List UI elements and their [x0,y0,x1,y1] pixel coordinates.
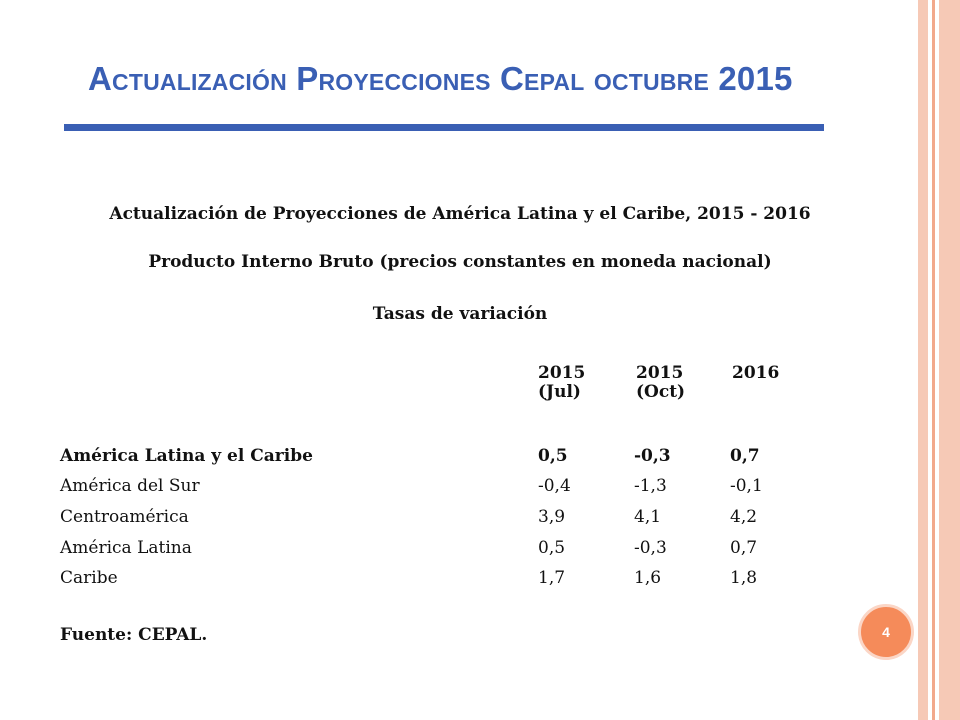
table-row [60,507,820,537]
row-value: -0,3 [634,538,667,558]
row-value: -0,3 [634,446,671,466]
row-value: 0,5 [538,538,566,558]
row-value: 4,2 [730,507,758,527]
slide-title: Actualización Proyecciones Cepal octubre 2015 [88,60,793,97]
row-label: América Latina [60,538,192,558]
column-year: 2015 [636,363,684,383]
row-value: -0,4 [538,476,571,496]
column-header [636,364,685,402]
table-title: Actualización de Proyecciones de América Latina y el Caribe, 2015 - 2016 [109,204,811,224]
row-label: Centroamérica [60,507,189,527]
column-header [732,364,779,383]
row-value: -0,1 [730,476,763,496]
row-value: 4,1 [634,507,662,527]
column-note: (Oct) [636,382,686,402]
row-value: 0,7 [730,538,758,558]
row-value: -1,3 [634,476,667,496]
row-value: 1,8 [730,568,758,588]
row-value: 1,6 [634,568,662,588]
column-note: (Jul) [538,382,581,402]
table-unit: Tasas de variación [372,304,548,324]
right-border-band [939,0,960,720]
right-border-band [918,0,928,720]
table-row [60,446,820,476]
row-value: 0,5 [538,446,568,466]
column-header [538,364,585,402]
row-label: Caribe [60,568,118,588]
table-row [60,538,820,568]
table-row [60,568,820,598]
row-label: América del Sur [60,476,200,496]
row-label: América Latina y el Caribe [60,446,313,466]
column-year: 2015 [538,363,586,383]
row-value: 1,7 [538,568,566,588]
source-note: Fuente: CEPAL. [60,625,208,645]
table-subtitle: Producto Interno Bruto (precios constantes en moneda nacional) [148,252,772,272]
row-value: 0,7 [730,446,760,466]
row-value: 3,9 [538,507,566,527]
title-underline [64,124,824,131]
table-row [60,476,820,506]
page-number-badge [858,604,914,660]
column-year: 2016 [732,363,780,383]
page-number: 4 [882,624,890,640]
